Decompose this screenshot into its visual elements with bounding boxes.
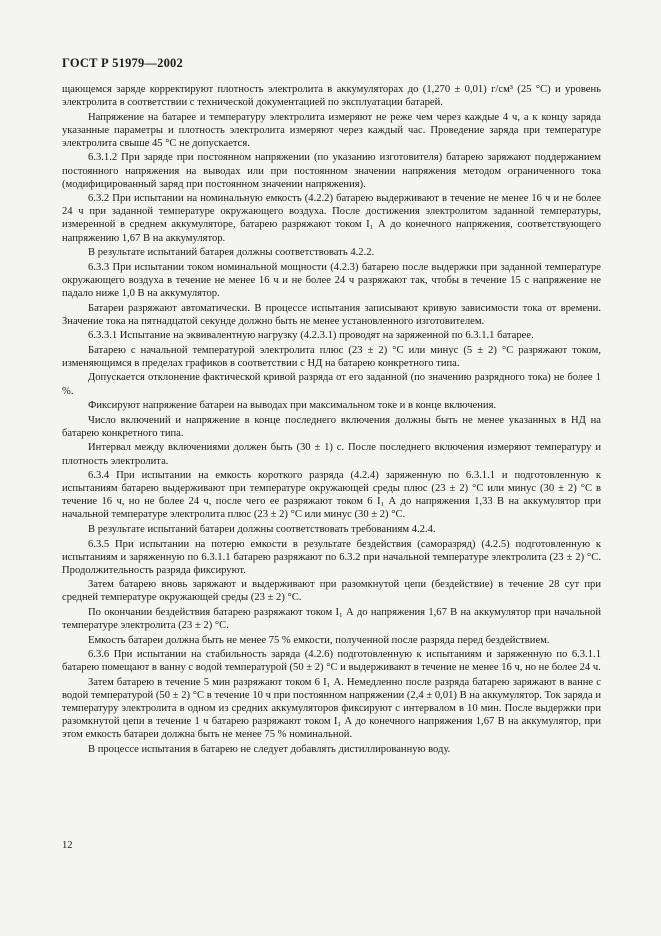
paragraph: щающемся заряде корректируют плотность электролита в аккумуляторах до (1,270 ± 0,01) г/см³ (25 °С) и уровень электролита в соответствии с технической документацией по эксплуатации батарей. bbox=[62, 84, 601, 109]
paragraph: Фиксируют напряжение батареи на выводах при максимальном токе и в конце включения. bbox=[88, 400, 497, 412]
document-body bbox=[62, 83, 601, 756]
paragraph: Напряжение на батарее и температуру электролита измеряют не реже чем через каждые 4 ч, а к концу заряда указанные параметры и плотность электролита измеряют через каждый час. Проведение заряда при температуре электролита свыше 45 °С не допускается. bbox=[62, 111, 601, 149]
paragraph: Затем батарею вновь заряжают и выдерживают при разомкнутой цепи (бездействие) в течение 28 сут при средней температуре окружающей среды (23 ± 2) °С. bbox=[62, 579, 601, 604]
paragraph: 6.3.6 При испытании на стабильность заряда (4.2.6) подготовленную к испытаниям и заряженную по 6.3.1.1 батарею помещают в ванну с водой температурой (50 ± 2) °С и выдерживают в течение не менее 16 ч, но не более 24 ч. bbox=[62, 649, 601, 674]
paragraph: 6.3.2 При испытании на номинальную емкость (4.2.2) батарею выдерживают в течение не менее 16 ч и не более 24 ч при заданной температуре окружающего воздуха. После достижения электролитом заданной температуры, измеренной в среднем аккумуляторе, батарею разряжают током I₁ А до конечного напряжения, соответствующего напряжению 1,67 В на аккумулятор. bbox=[62, 193, 601, 244]
paragraph: 6.3.3 При испытании током номинальной мощности (4.2.3) батарею после выдержки при заданной температуре окружающего воздуха в течение не менее 16 ч и не более 24 ч разряжают так, чтобы в течение 15 с напряжение не падало ниже 1,0 В на аккумулятор. bbox=[62, 261, 601, 299]
page-number: 12 bbox=[62, 840, 73, 851]
paragraph: Интервал между включениями должен быть (30 ± 1) с. После последнего включения измеряют температуру и плотность электролита. bbox=[62, 442, 601, 467]
paragraph: Батареи разряжают автоматически. В процессе испытания записывают кривую зависимости тока от времени. Значение тока на пятнадцатой секунде должно быть не менее установленного изготовителем. bbox=[62, 302, 601, 327]
paragraph: Допускается отклонение фактической кривой разряда от его заданной (по значению разрядного тока) не более 1 %. bbox=[62, 372, 601, 397]
paragraph: По окончании бездействия батарею разряжают током I₁ А до напряжения 1,67 В на аккумулятор при начальной температуре электролита (23 ± 2) °С. bbox=[62, 607, 601, 632]
paragraph: В результате испытаний батареи должны соответствовать требованиям 4.2.4. bbox=[88, 524, 436, 535]
paragraph: Батарею с начальной температурой электролита плюс (23 ± 2) °С или минус (5 ± 2) °С разряжают током, изменяющимся в пределах графиков в соответствии с НД на батарею конкретного типа. bbox=[62, 344, 601, 369]
paragraph: В процессе испытания в батарею не следует добавлять дистиллированную воду. bbox=[88, 744, 451, 755]
paragraph: 6.3.5 При испытании на потерю емкости в результате бездействия (саморазряд) (4.2.5) подготовленную к испытаниям и заряженную по 6.3.1.1 батарею разряжают по 6.3.2 при начальной температуре электролита (23 ± 2) °С. Продолжительность разряда фиксируют. bbox=[62, 538, 601, 576]
paragraph: Число включений и напряжение в конце последнего включения должны быть не менее указанных в НД на батарею конкретного типа. bbox=[62, 414, 601, 439]
paragraph: 6.3.1.2 При заряде при постоянном напряжении (по указанию изготовителя) батарею заряжают поддержанием постоянного напряжения на выводах или при постоянном значении напряжения методом ограниченного тока (модифицированный заряд при постоянном значении напряжения). bbox=[62, 152, 601, 190]
paragraph: 6.3.3.1 Испытание на эквивалентную нагрузку (4.2.3.1) проводят на заряженной по 6.3.1.1 батарее. bbox=[88, 330, 534, 342]
paragraph: Емкость батареи должна быть не менее 75 % емкости, полученной после разряда перед бездействием. bbox=[88, 634, 550, 646]
paragraph: Затем батарею в течение 5 мин разряжают током 6 I₁ А. Немедленно после разряда батарею заряжают в ванне с водой температурой (50 ± 2) °С в течение 10 ч при постоянном напряжении (2,4 ± 0,01) В на аккумулятор. Ток заряда и температуру электролита в одном из средних аккумуляторов фиксируют с интервалом в 10 мин. После выдержки при разомкнутой цепи в течение 1 ч батарею разряжают током I₁ А до конечного напряжения 1,67 В на аккумулятор, при этом емкость батареи должна быть не менее 75 % номинальной. bbox=[62, 677, 601, 741]
paragraph: В результате испытаний батарея должны соответствовать 4.2.2. bbox=[88, 247, 375, 259]
document-header: ГОСТ Р 51979—2002 bbox=[62, 56, 183, 70]
paragraph: 6.3.4 При испытании на емкость короткого разряда (4.2.4) заряженную по 6.3.1.1 и подготовленную к испытаниям батарею выдерживают при температуре окружающей среды плюс (23 ± 2) °С или минус (30 ± 2) °С в течение 16 ч, но не более 24 ч, после чего ее разряжают током 6 I₁ А до напряжения 1,33 В на аккумулятор при начальной температуре электролита плюс (23 ± 2) °С или минус (30 ± 2) °С. bbox=[62, 470, 601, 521]
